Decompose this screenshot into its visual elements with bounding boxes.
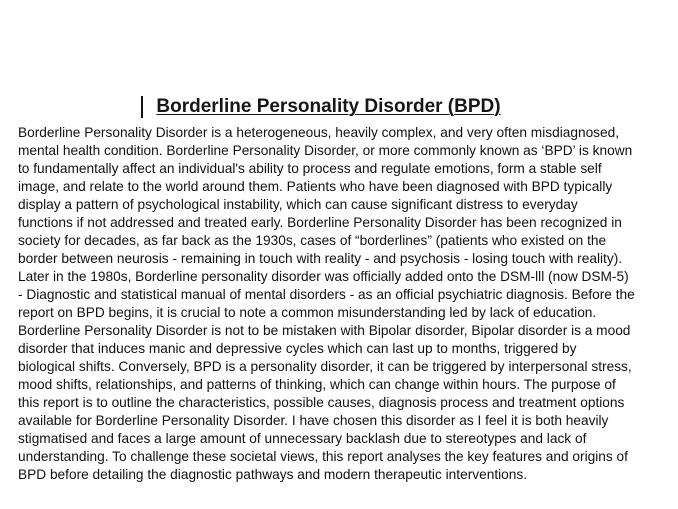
paragraph-line: Borderline Personality Disorder is a heterogeneous, heavily complex, and very often misdiagnosed, — [18, 125, 620, 140]
paragraph-line: available for Borderline Personality Disorder. I have chosen this disorder as I feel it is both heavily — [18, 413, 609, 428]
paragraph-line: Borderline Personality Disorder is not to be mistaken with Bipolar disorder, Bipolar disorder is a mood — [18, 323, 631, 338]
body-paragraph[interactable] — [18, 124, 658, 484]
paragraph-line: this report is to outline the characteristics, possible causes, diagnosis process and treatment options — [18, 395, 625, 410]
paragraph-line: mental health condition. Borderline Personality Disorder, or more commonly known as ‘BPD’ is known — [18, 143, 633, 158]
paragraph-line: stigmatised and faces a large amount of unnecessary backlash due to stereotypes and lack of — [18, 431, 587, 446]
paragraph-line: society for decades, as far back as the 1930s, cases of “borderlines” (patients who existed on the — [18, 233, 607, 248]
paragraph-line: image, and relate to the world around them. Patients who have been diagnosed with BPD typically — [18, 179, 613, 194]
paragraph-line: biological shifts. Conversely, BPD is a personality disorder, it can be triggered by interpersonal stress, — [18, 359, 632, 374]
paragraph-line: to fundamentally affect an individual's ability to process and regulate emotions, form a stable self — [18, 161, 602, 176]
paragraph-line: - Diagnostic and statistical manual of mental disorders - as an official psychiatric diagnosis. Before the — [18, 287, 635, 302]
paragraph-line: disorder that induces manic and depressive cycles which can last up to months, triggered by — [18, 341, 577, 356]
paragraph-line: display a pattern of psychological instability, which can cause significant distress to everyday — [18, 197, 578, 212]
paragraph-line: understanding. To challenge these societal views, this report analyses the key features and origins of — [18, 449, 628, 464]
paragraph-line: functions if not addressed and treated early. Borderline Personality Disorder has been recognized in — [18, 215, 622, 230]
paragraph-line: mood shifts, relationships, and patterns of thinking, which can change within hours. The purpose of — [18, 377, 616, 392]
paragraph-line: border between neurosis - remaining in touch with reality - and psychosis - losing touch with reality). — [18, 251, 623, 266]
paragraph-line: report on BPD begins, it is crucial to note a common misunderstanding led by lack of education. — [18, 305, 597, 320]
paragraph-line: BPD before detailing the diagnostic pathways and modern therapeutic interventions. — [18, 467, 528, 482]
page-title[interactable]: Borderline Personality Disorder (BPD) — [156, 96, 501, 117]
paragraph-line: Later in the 1980s, Borderline personality disorder was officially added onto the DSM-lll (now DSM-5) — [18, 269, 629, 284]
